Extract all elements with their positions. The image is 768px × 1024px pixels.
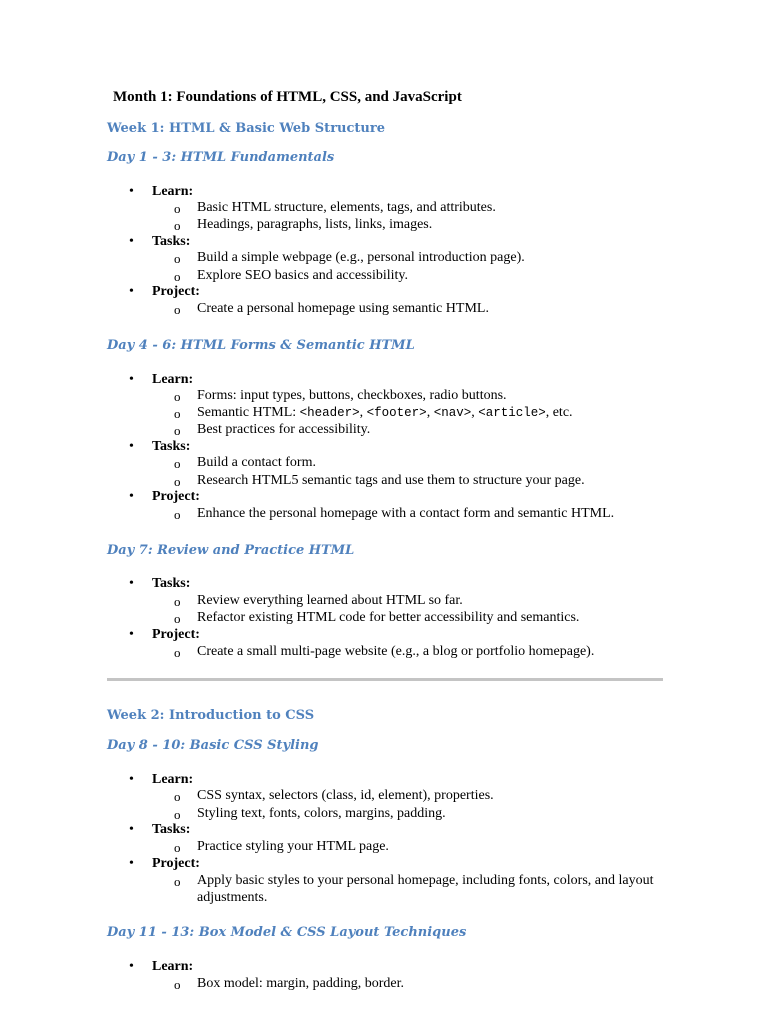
- sub-bullet: o: [174, 406, 181, 421]
- bullet: •: [129, 822, 134, 837]
- list-item: Explore SEO basics and accessibility.: [197, 268, 408, 283]
- list-item: Forms: input types, buttons, checkboxes, radio buttons.: [197, 388, 507, 403]
- bullet: •: [129, 184, 134, 199]
- list-item: CSS syntax, selectors (class, id, element), properties.: [197, 788, 494, 803]
- bullet: •: [129, 627, 134, 642]
- learn-label: Learn:: [152, 772, 194, 787]
- tasks-label: Tasks:: [152, 234, 191, 249]
- sub-bullet: o: [174, 218, 181, 233]
- list-item: Practice styling your HTML page.: [197, 839, 389, 854]
- project-label: Project:: [152, 856, 200, 871]
- bullet: •: [129, 772, 134, 787]
- tasks-label: Tasks:: [152, 439, 191, 454]
- sub-bullet: o: [174, 389, 181, 404]
- list-item: Best practices for accessibility.: [197, 422, 371, 437]
- project-label: Project:: [152, 489, 200, 504]
- week-2-heading: Week 2: Introduction to CSS: [107, 708, 315, 723]
- day-1-3-heading: Day 1 - 3: HTML Fundamentals: [107, 150, 335, 165]
- bullet: •: [129, 576, 134, 591]
- list-item: Create a small multi-page website (e.g., a blog or portfolio homepage).: [197, 644, 595, 659]
- learn-label: Learn:: [152, 372, 194, 387]
- sub-bullet: o: [174, 423, 181, 438]
- code-tag: <article>: [478, 406, 546, 420]
- learn-label: Learn:: [152, 184, 194, 199]
- document-title: Month 1: Foundations of HTML, CSS, and JavaScript: [113, 89, 462, 105]
- sub-bullet: o: [174, 594, 181, 609]
- list-item: Apply basic styles to your personal homepage, including fonts, colors, and layout adjustments.: [197, 873, 654, 905]
- bullet: •: [129, 284, 134, 299]
- week-1-heading: Week 1: HTML & Basic Web Structure: [107, 121, 385, 136]
- sub-bullet: o: [174, 807, 181, 822]
- bullet: •: [129, 489, 134, 504]
- list-item: Box model: margin, padding, border.: [197, 976, 404, 991]
- day-8-10-heading: Day 8 - 10: Basic CSS Styling: [107, 738, 319, 753]
- list-item: Enhance the personal homepage with a contact form and semantic HTML.: [197, 506, 615, 521]
- day-7-heading: Day 7: Review and Practice HTML: [107, 543, 355, 558]
- sub-bullet: o: [174, 789, 181, 804]
- list-item: Create a personal homepage using semantic HTML.: [197, 301, 489, 316]
- code-tag: <footer>: [366, 406, 427, 420]
- sub-bullet: o: [174, 251, 181, 266]
- sub-bullet: o: [174, 645, 181, 660]
- list-item: Styling text, fonts, colors, margins, padding.: [197, 806, 446, 821]
- project-label: Project:: [152, 627, 200, 642]
- bullet: •: [129, 856, 134, 871]
- bullet: •: [129, 234, 134, 249]
- list-item: Refactor existing HTML code for better accessibility and semantics.: [197, 610, 580, 625]
- sub-bullet: o: [174, 611, 181, 626]
- list-item: Headings, paragraphs, lists, links, images.: [197, 217, 433, 232]
- bullet: •: [129, 959, 134, 974]
- day-11-13-heading: Day 11 - 13: Box Model & CSS Layout Techniques: [107, 925, 467, 940]
- sub-bullet: o: [174, 269, 181, 284]
- code-tag: <header>: [299, 406, 360, 420]
- bullet: •: [129, 372, 134, 387]
- list-item: Basic HTML structure, elements, tags, and attributes.: [197, 200, 496, 215]
- learn-label: Learn:: [152, 959, 194, 974]
- list-item-text: Semantic HTML:: [197, 405, 300, 420]
- project-label: Project:: [152, 284, 200, 299]
- list-item: Research HTML5 semantic tags and use them to structure your page.: [197, 473, 585, 488]
- tasks-label: Tasks:: [152, 576, 191, 591]
- tasks-label: Tasks:: [152, 822, 191, 837]
- sub-bullet: o: [174, 840, 181, 855]
- list-item: Build a contact form.: [197, 455, 316, 470]
- sub-bullet: o: [174, 474, 181, 489]
- separator: ,: [359, 405, 367, 420]
- sub-bullet: o: [174, 507, 181, 522]
- separator: ,: [426, 405, 434, 420]
- sub-bullet: o: [174, 874, 181, 889]
- horizontal-divider: [107, 678, 663, 681]
- sub-bullet: o: [174, 456, 181, 471]
- list-item: [197, 405, 573, 421]
- list-item: Review everything learned about HTML so far.: [197, 593, 463, 608]
- separator: ,: [471, 405, 479, 420]
- sub-bullet: o: [174, 302, 181, 317]
- sub-bullet: o: [174, 201, 181, 216]
- list-item: Build a simple webpage (e.g., personal introduction page).: [197, 250, 525, 265]
- bullet: •: [129, 439, 134, 454]
- day-4-6-heading: Day 4 - 6: HTML Forms & Semantic HTML: [107, 338, 415, 353]
- list-item-text: , etc.: [545, 405, 573, 420]
- sub-bullet: o: [174, 977, 181, 992]
- code-tag: <nav>: [433, 406, 472, 420]
